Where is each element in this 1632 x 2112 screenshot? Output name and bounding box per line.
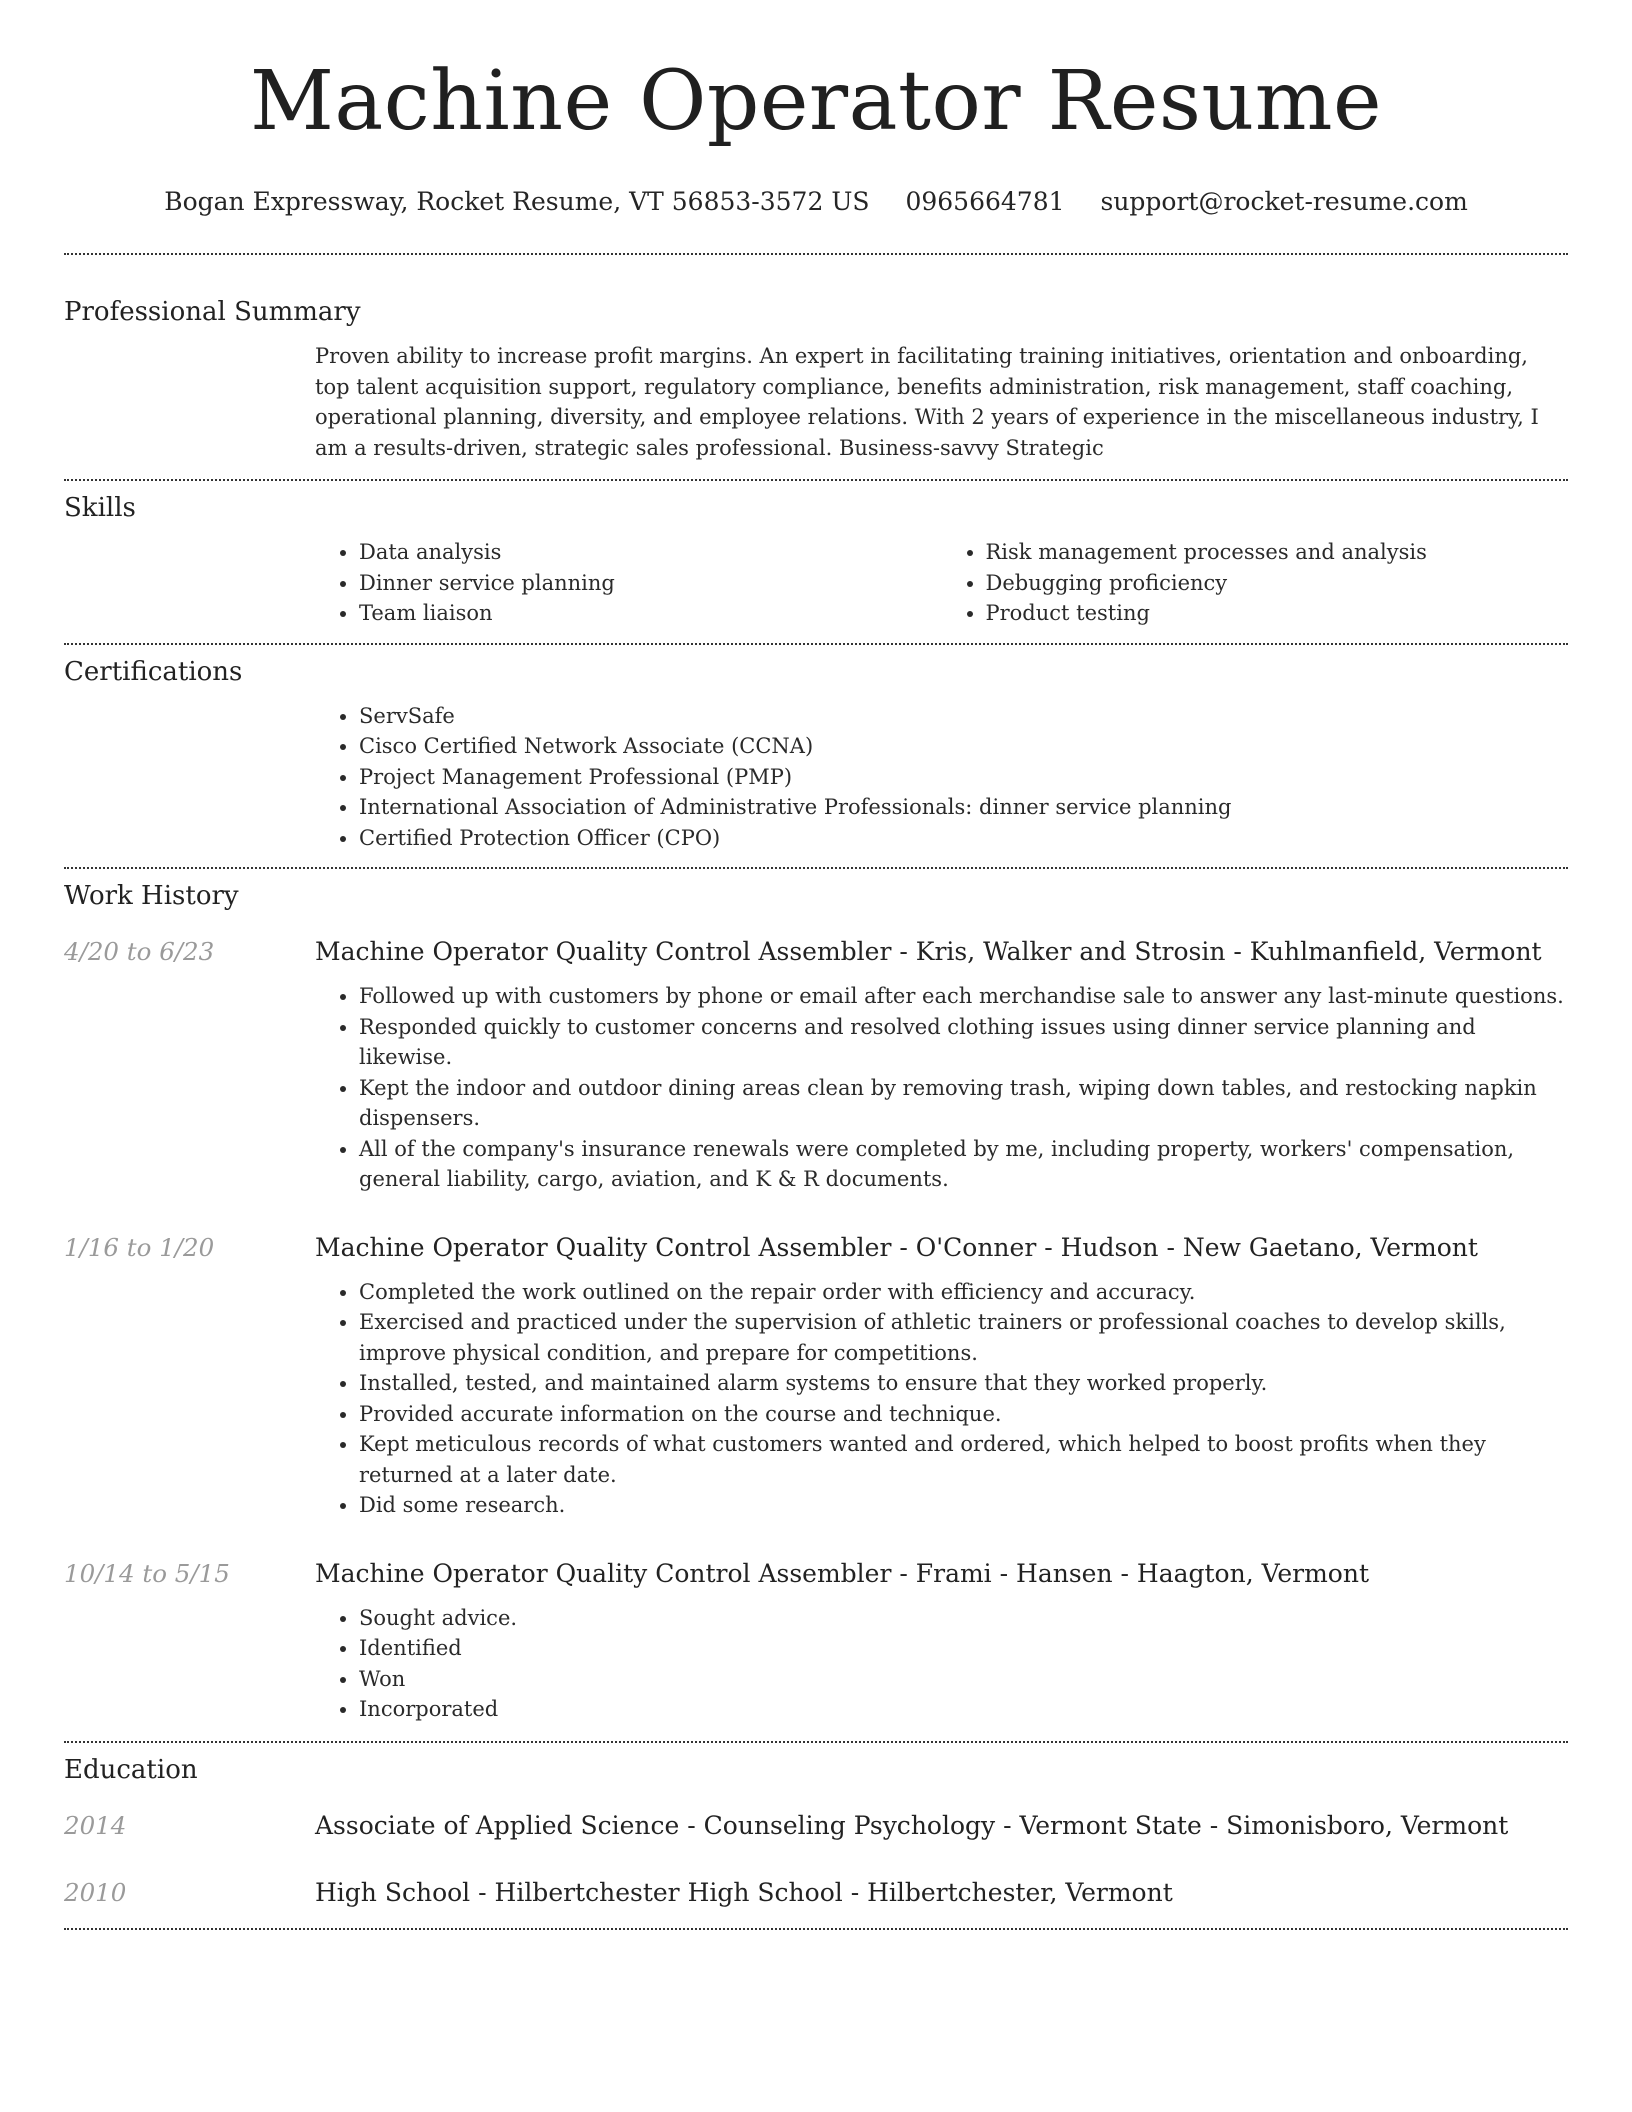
summary-section: [64, 295, 1568, 463]
list-item: • Identified: [359, 1633, 1568, 1664]
skills-column-right: [942, 537, 1569, 629]
contact-line: [64, 186, 1568, 218]
section-heading-work-history: Work History: [64, 881, 239, 911]
list-item: • Data analysis: [359, 537, 942, 568]
list-item: • Debugging proficiency: [986, 568, 1569, 599]
job-date: 10/14 to 5/15: [64, 1558, 230, 1588]
divider: [64, 1928, 1568, 1930]
list-item: • Certified Protection Officer (CPO): [359, 823, 1568, 854]
list-item: • Kept the indoor and outdoor dining areas clean by removing trash, wiping down tables, and restocking napkin dispensers.: [359, 1073, 1568, 1134]
job-date: 4/20 to 6/23: [64, 937, 215, 966]
divider: [64, 867, 1568, 869]
page-title: Machine Operator Resume: [249, 54, 1383, 149]
contact-address: Bogan Expressway, Rocket Resume, VT 56853-3572 US: [164, 187, 870, 216]
list-item: • Kept meticulous records of what customers wanted and ordered, which helped to boost profits when they returned at a later date.: [359, 1429, 1568, 1490]
skills-column-left: [315, 537, 942, 629]
divider: [64, 253, 1568, 255]
list-item: • Product testing: [986, 598, 1569, 629]
education-entry: [64, 1876, 1568, 1910]
list-item: • Project Management Professional (PMP): [359, 762, 1568, 793]
certifications-section: [64, 655, 1568, 854]
job-entry: [64, 935, 1568, 1195]
contact-email: support@rocket-resume.com: [1100, 187, 1468, 216]
job-title: Machine Operator Quality Control Assembler - Frami - Hansen - Haagton, Vermont: [315, 1558, 1370, 1588]
education-date: 2010: [64, 1877, 127, 1907]
list-item: • Sought advice.: [359, 1603, 1568, 1634]
list-item: • Risk management processes and analysis: [986, 537, 1569, 568]
list-item: • Completed the work outlined on the repair order with efficiency and accuracy.: [359, 1277, 1568, 1308]
work-history-section: [64, 879, 1568, 1725]
list-item: • All of the company's insurance renewals were completed by me, including property, workers' compensation, general liability, cargo, aviation, and K & R documents.: [359, 1134, 1568, 1195]
list-item: • Dinner service planning: [359, 568, 942, 599]
resume-page: [64, 0, 1568, 1930]
divider: [64, 643, 1568, 645]
job-entry: [64, 1557, 1568, 1725]
list-item: • Did some research.: [359, 1490, 1568, 1521]
summary-text: Proven ability to increase profit margins. An expert in facilitating training initiatives, orientation and onboarding, top talent acquisition support, regulatory compliance, benefits administration, risk management, staff coaching, operational planning, diversity, and employee relations. With 2 years of experience in the miscellaneous industry, I am a results-driven, strategic sales professional. Business-savvy Strategic: [315, 344, 1539, 460]
list-item: • ServSafe: [359, 701, 1568, 732]
job-date: 1/16 to 1/20: [64, 1232, 215, 1262]
list-item: • Installed, tested, and maintained alarm systems to ensure that they worked properly.: [359, 1368, 1568, 1399]
skills-list: [315, 537, 1568, 629]
certifications-list: [315, 701, 1568, 854]
section-heading-education: Education: [64, 1754, 198, 1785]
section-heading-certifications: Certifications: [64, 656, 243, 687]
list-item: • Cisco Certified Network Associate (CCNA): [359, 731, 1568, 762]
section-heading-summary: Professional Summary: [64, 297, 361, 327]
education-section: [64, 1753, 1568, 1910]
list-item: • Team liaison: [359, 598, 942, 629]
education-title: High School - Hilbertchester High School - Hilbertchester, Vermont: [315, 1877, 1173, 1907]
list-item: • Provided accurate information on the course and technique.: [359, 1399, 1568, 1430]
job-title: Machine Operator Quality Control Assembler - Kris, Walker and Strosin - Kuhlmanfield, Vermont: [315, 937, 1542, 966]
divider: [64, 479, 1568, 481]
list-item: • Incorporated: [359, 1694, 1568, 1725]
divider: [64, 1741, 1568, 1743]
skills-section: [64, 491, 1568, 629]
list-item: • Responded quickly to customer concerns and resolved clothing issues using dinner service planning and likewise.: [359, 1012, 1568, 1073]
contact-phone: 0965664781: [905, 187, 1065, 216]
summary-body: [315, 341, 1568, 463]
job-entry: [64, 1231, 1568, 1521]
list-item: • Followed up with customers by phone or email after each merchandise sale to answer any last-minute questions.: [359, 981, 1568, 1012]
list-item: • Exercised and practiced under the supervision of athletic trainers or professional coaches to develop skills, improve physical condition, and prepare for competitions.: [359, 1307, 1568, 1368]
job-title: Machine Operator Quality Control Assembler - O'Conner - Hudson - New Gaetano, Vermont: [315, 1232, 1478, 1262]
section-heading-skills: Skills: [64, 493, 136, 523]
education-title: Associate of Applied Science - Counseling Psychology - Vermont State - Simonisboro, Vermont: [315, 1810, 1509, 1840]
education-date: 2014: [64, 1810, 127, 1840]
education-entry: [64, 1809, 1568, 1843]
list-item: • International Association of Administrative Professionals: dinner service planning: [359, 792, 1568, 823]
list-item: • Won: [359, 1664, 1568, 1695]
